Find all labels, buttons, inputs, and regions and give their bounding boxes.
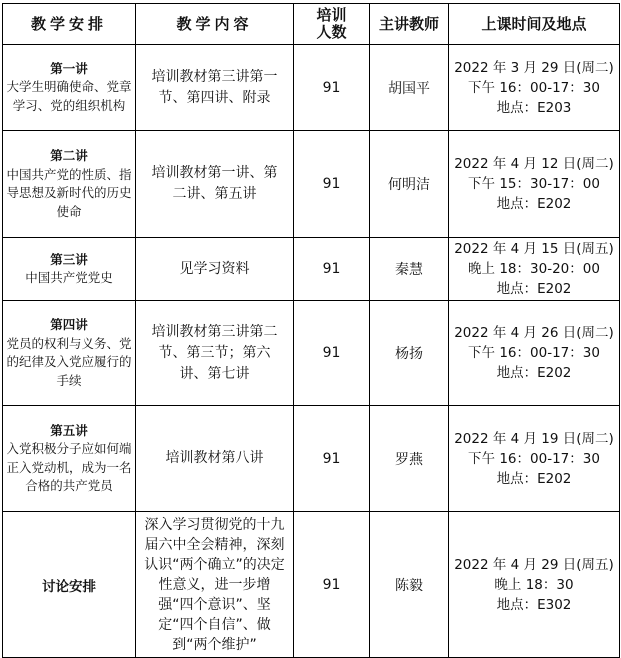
lecture-subtitle: 入党积极分子应如何端正入党动机，成为一名合格的共产党员	[6, 441, 132, 493]
lecture-material: 培训教材第三讲第二节、第三节；第六讲、第七讲	[136, 301, 294, 406]
lecture-place: 地点：E203	[496, 99, 572, 116]
lecture-subtitle: 大学生明确使命、党章学习、党的组织机构	[6, 79, 132, 113]
teacher-name: 罗燕	[370, 406, 449, 512]
lecture-title: 第二讲	[50, 148, 88, 163]
lecture-place: 地点：E202	[496, 196, 572, 212]
lecture-date: 2022 年 4 月 26 日(周二)	[454, 325, 614, 341]
lecture-time: 下午 16：00-17：30	[468, 79, 600, 96]
teacher-name: 胡国平	[370, 45, 449, 131]
discussion-material: 深入学习贯彻党的十九届六中全会精神，深刻认识“两个确立”的决定性意义，进一步增强“四个意识”、坚定“四个自信”、做到“两个维护”	[136, 512, 294, 658]
header-row	[3, 4, 620, 45]
lecture-place: 地点：E202	[496, 365, 572, 381]
lecture-date: 2022 年 4 月 19 日(周二)	[454, 430, 614, 447]
lecture-material: 培训教材第一讲、第二讲、第五讲	[136, 131, 294, 238]
teacher-name: 秦慧	[370, 238, 449, 301]
lecture-topic	[3, 45, 136, 131]
header-attendees: 培训人数	[294, 4, 370, 45]
time-place	[449, 301, 620, 406]
lecture-place: 地点：E202	[496, 281, 572, 297]
lecture-topic	[3, 406, 136, 512]
lecture-title: 第四讲	[50, 317, 88, 332]
attendee-count: 91	[294, 45, 370, 131]
table-row	[3, 238, 620, 301]
table-row	[3, 131, 620, 238]
teacher-name: 陈毅	[370, 512, 449, 658]
header-teacher: 主讲教师	[370, 4, 449, 45]
lecture-subtitle: 中国共产党的性质、指导思想及新时代的历史使命	[6, 166, 132, 219]
lecture-topic	[3, 131, 136, 238]
teacher-name: 杨扬	[370, 301, 449, 406]
attendee-count: 91	[294, 406, 370, 512]
lecture-time: 下午 16：00-17：30	[468, 345, 600, 361]
lecture-date: 2022 年 4 月 12 日(周二)	[454, 156, 614, 172]
schedule-table	[2, 3, 620, 658]
time-place	[449, 512, 620, 658]
lecture-time: 晚上 18：30	[494, 576, 574, 593]
attendee-count: 91	[294, 512, 370, 658]
lecture-title: 第五讲	[50, 422, 88, 438]
table-row	[3, 45, 620, 131]
lecture-title: 第一讲	[50, 60, 88, 76]
teacher-name: 何明洁	[370, 131, 449, 238]
lecture-date: 2022 年 3 月 29 日(周二)	[454, 59, 614, 76]
attendee-count: 91	[294, 238, 370, 301]
lecture-title: 第三讲	[50, 251, 88, 267]
table-row	[3, 406, 620, 512]
discussion-title: 讨论安排	[3, 512, 136, 658]
lecture-date: 2022 年 4 月 15 日(周五)	[454, 241, 614, 257]
lecture-place: 地点：E302	[496, 596, 572, 613]
lecture-date: 2022 年 4 月 29 日(周五)	[454, 556, 614, 573]
header-content: 教学内容	[136, 4, 294, 45]
attendee-count: 91	[294, 301, 370, 406]
time-place	[449, 238, 620, 301]
header-arrangement: 教学安排	[3, 4, 136, 45]
attendee-count: 91	[294, 131, 370, 238]
lecture-time: 下午 16：00-17：30	[468, 450, 600, 467]
lecture-material: 培训教材第三讲第一节、第四讲、附录	[136, 45, 294, 131]
header-time-place: 上课时间及地点	[449, 4, 620, 45]
table-row	[3, 512, 620, 658]
lecture-topic	[3, 238, 136, 301]
lecture-subtitle: 党员的权利与义务、党的纪律及入党应履行的手续	[6, 335, 132, 388]
lecture-subtitle: 中国共产党党史	[25, 270, 113, 285]
table-row	[3, 301, 620, 406]
time-place	[449, 406, 620, 512]
lecture-topic	[3, 301, 136, 406]
time-place	[449, 131, 620, 238]
lecture-time: 下午 15：30-17：00	[468, 176, 600, 192]
time-place	[449, 45, 620, 131]
lecture-material: 培训教材第八讲	[136, 406, 294, 512]
lecture-time: 晚上 18：30-20：00	[468, 261, 600, 277]
lecture-material: 见学习资料	[136, 238, 294, 301]
lecture-place: 地点：E202	[496, 470, 572, 487]
